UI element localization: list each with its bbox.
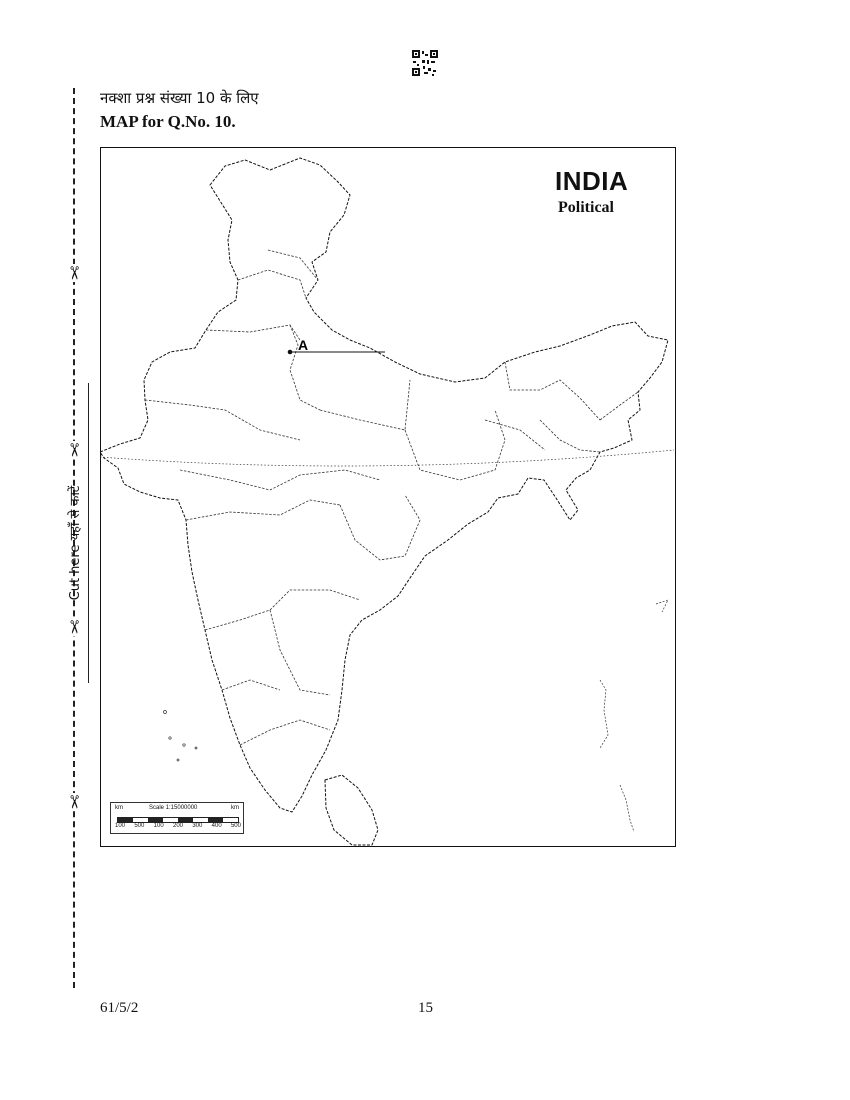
tropic-of-cancer-line — [100, 450, 674, 466]
scale-tick: 500 — [134, 823, 145, 829]
cut-here-label: Cut here यहाँ से काटें — [68, 485, 83, 601]
scale-unit-left: km — [115, 805, 123, 811]
scissors-icon: ✂ — [63, 794, 84, 810]
scale-unit-right: km — [231, 805, 239, 811]
map-title: INDIA — [555, 166, 629, 196]
scale-ticks — [115, 823, 241, 829]
map-subtitle: Political — [558, 199, 614, 216]
scale-tick: 500 — [230, 823, 241, 829]
scale-ratio: Scale 1:15000000 — [149, 805, 198, 811]
question-title-english: MAP for Q.No. 10. — [100, 112, 236, 131]
scale-tick: 300 — [192, 823, 203, 829]
marker-a-label: A — [298, 337, 309, 353]
scissors-icon: ✂ — [63, 619, 84, 635]
state-boundaries — [145, 250, 638, 745]
page-number: 15 — [418, 1000, 433, 1016]
scissors-icon: ✂ — [63, 265, 84, 281]
islands — [164, 600, 669, 832]
scale-tick: 400 — [211, 823, 222, 829]
scale-tick: 100 — [153, 823, 164, 829]
question-title-hindi: नक्शा प्रश्न संख्या 10 के लिए — [100, 89, 259, 107]
scissors-icon: ✂ — [63, 442, 84, 458]
paper-code: 61/5/2 — [100, 1000, 139, 1016]
scale-tick: 100 — [115, 823, 126, 829]
scale-bar — [110, 802, 244, 834]
scale-tick: 200 — [172, 823, 183, 829]
india-outline — [100, 158, 668, 845]
marker-point — [288, 350, 293, 355]
